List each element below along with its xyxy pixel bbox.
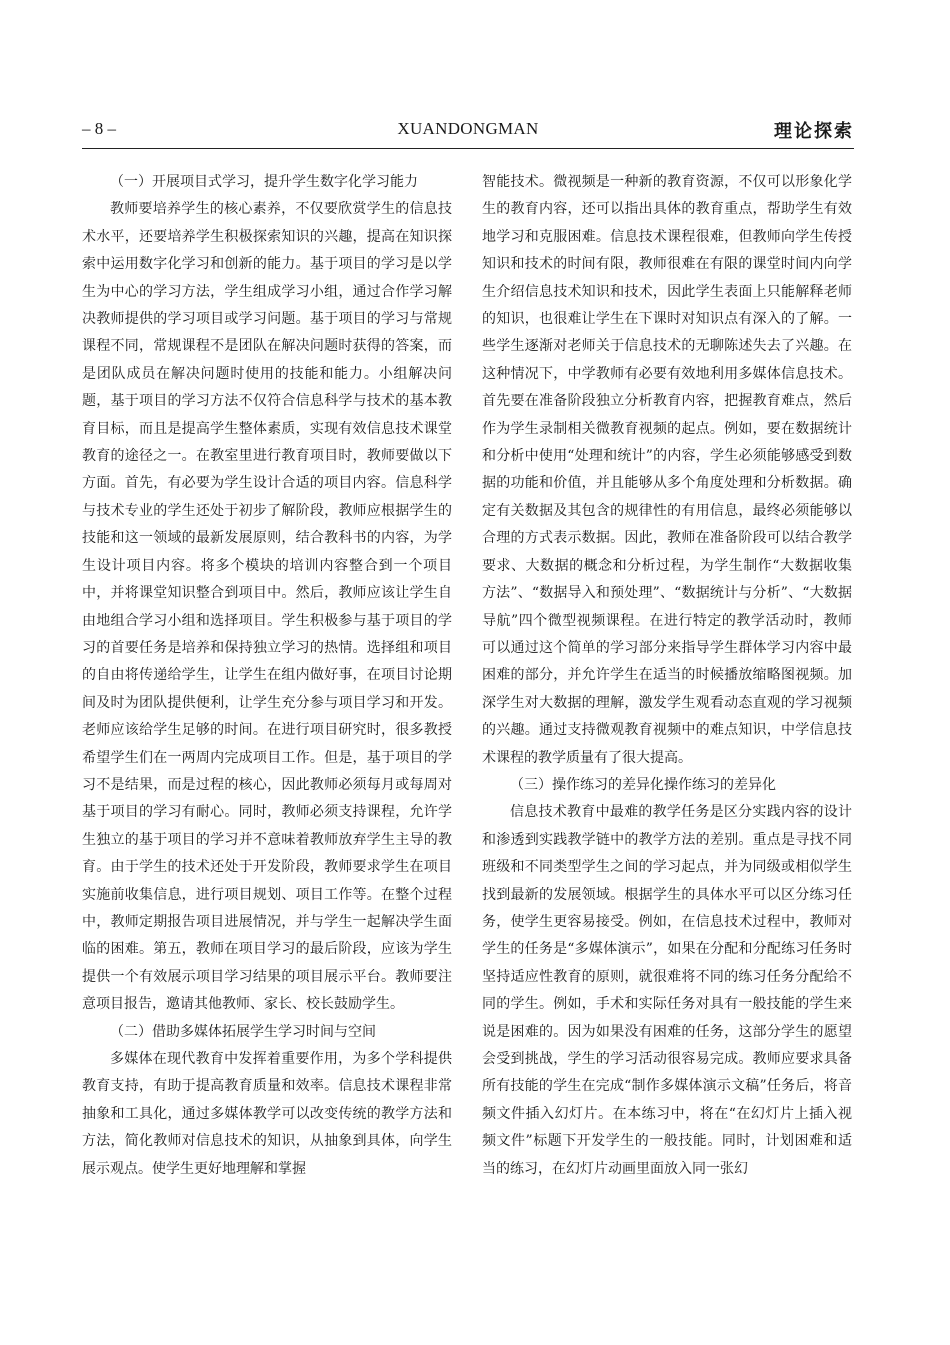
journal-name: XUANDONGMAN — [397, 119, 539, 138]
paragraph: 多媒体在现代教育中发挥着重要作用，为多个学科提供教育支持，有助于提高教育质量和效率。信息技术课程非常抽象和工具化，通过多媒体教学可以改变传统的教学方法和方法，简化教师对信息技术的知识，从抽象到具体，向学生展示观点。使学生更好地理解和掌握 — [82, 1051, 452, 1177]
header-divider — [82, 148, 854, 149]
section-title: 理论探索 — [774, 121, 854, 142]
left-column — [82, 169, 452, 1183]
section-heading-1: （一）开展项目式学习，提升学生数字化学习能力 — [110, 174, 418, 190]
section-heading-3: （三）操作练习的差异化操作练习的差异化 — [510, 776, 776, 793]
running-header — [82, 117, 854, 147]
section-heading-2: （二）借助多媒体拓展学生学习时间与空间 — [110, 1023, 376, 1040]
paragraph-continued: 智能技术。微视频是一种新的教育资源，不仅可以形象化学生的教育内容，还可以指出具体的教育重点，帮助学生有效地学习和克服困难。信息技术课程很难，但教师向学生传授知识和技术的时间有限，教师很难在有限的课堂时间内向学生介绍信息技术知识和技术，因此学生表面上只能解释老师的知识，也很难让学生在下课时对知识点有深入的了解。一些学生逐渐对老师关于信息技术的无聊陈述失去了兴趣。在这种情况下，中学教师有必要有效地利用多媒体信息技术。首先要在准备阶段独立分析教育内容，把握教育难点，然后作为学生录制相关微教育视频的起点。例如，要在数据统计和分析中使用“处理和统计”的内容，学生必须能够感受到数据的功能和价值，并且能够从多个角度处理和分析数据。确定有关数据及其包含的规律性的有用信息，最终必须能够以合理的方式表示数据。因此，教师在准备阶段可以结合教学要求、大数据的概念和分析过程，为学生制作“大数据收集方法”、“数据导入和预处理”、“数据统计与分析”、“大数据导航”四个微型视频课程。在进行特定的教学活动时，教师可以通过这个简单的学习部分来指导学生群体学习内容中最困难的部分，并允许学生在适当的时候播放缩略图视频。加深学生对大数据的理解，激发学生观看动态直观的学习视频的兴趣。通过支持微观教育视频中的难点知识，中学信息技术课程的教学质量有了很大提高。 — [482, 174, 852, 766]
paragraph: 教师要培养学生的核心素养，不仅要欣赏学生的信息技术水平，还要培养学生积极探索知识的兴趣，提高在知识探索中运用数字化学习和创新的能力。基于项目的学习是以学生为中心的学习方法，学生组成学习小组，通过合作学习解决教师提供的学习项目或学习问题。基于项目的学习与常规课程不同，常规课程不是团队在解决问题时获得的答案，而是团队成员在解决问题时使用的技能和能力。小组解决问题，基于项目的学习方法不仅符合信息科学与技术的基本教育目标，而且是提高学生整体素质，实现有效信息技术课堂教育的途径之一。在教室里进行教育项目时，教师要做以下方面。首先，有必要为学生设计合适的项目内容。信息科学与技术专业的学生还处于初步了解阶段，教师应根据学生的技能和这一领域的最新发展原则，结合教科书的内容，为学生设计项目内容。将多个模块的培训内容整合到一个项目中，并将课堂知识整合到项目中。然后，教师应该让学生自由地组合学习小组和选择项目。学生积极参与基于项目的学习的首要任务是培养和保持独立学习的热情。选择组和项目的自由将传递给学生，让学生在组内做好事，在项目讨论期间及时为团队提供便利，让学生充分参与项目学习和开发。老师应该给学生足够的时间。在进行项目研究时，很多教授希望学生们在一两周内完成项目工作。但是，基于项目的学习不是结果，而是过程的核心，因此教师必须每月或每周对基于项目的学习有耐心。同时，教师必须支持课程，允许学生独立的基于项目的学习并不意味着教师放弃学生主导的教育。由于学生的技术还处于开发阶段，教师要求学生在项目实施前收集信息，进行项目规划、项目工作等。在整个过程中，教师定期报告项目进展情况，并与学生一起解决学生面临的困难。第五，教师在项目学习的最后阶段，应该为学生提供一个有效展示项目学习结果的项目展示平台。教师要注意项目报告，邀请其他教师、家长、校长鼓励学生。 — [82, 201, 452, 1013]
right-column — [482, 169, 852, 1183]
paragraph: 信息技术教育中最难的教学任务是区分实践内容的设计和渗透到实践教学链中的教学方法的差别。重点是寻找不同班级和不同类型学生之间的学习起点，并为同级或相似学生找到最新的发展领域。根据学生的具体水平可以区分练习任务，使学生更容易接受。例如，在信息技术过程中，教师对学生的任务是“多媒体演示”，如果在分配和分配练习任务时坚持适应性教育的原则，就很难将不同的练习任务分配给不同的学生。例如，手术和实际任务对具有一般技能的学生来说是困难的。因为如果没有困难的任务，这部分学生的愿望会受到挑战，学生的学习活动很容易完成。教师应要求具备所有技能的学生在完成“制作多媒体演示文稿”任务后，将音频文件插入幻灯片。在本练习中，将在“在幻灯片上插入视频文件”标题下开发学生的一般技能。同时，计划困难和适当的练习，在幻灯片动画里面放入同一张幻 — [482, 804, 852, 1177]
page-number: – 8 – — [82, 119, 116, 138]
